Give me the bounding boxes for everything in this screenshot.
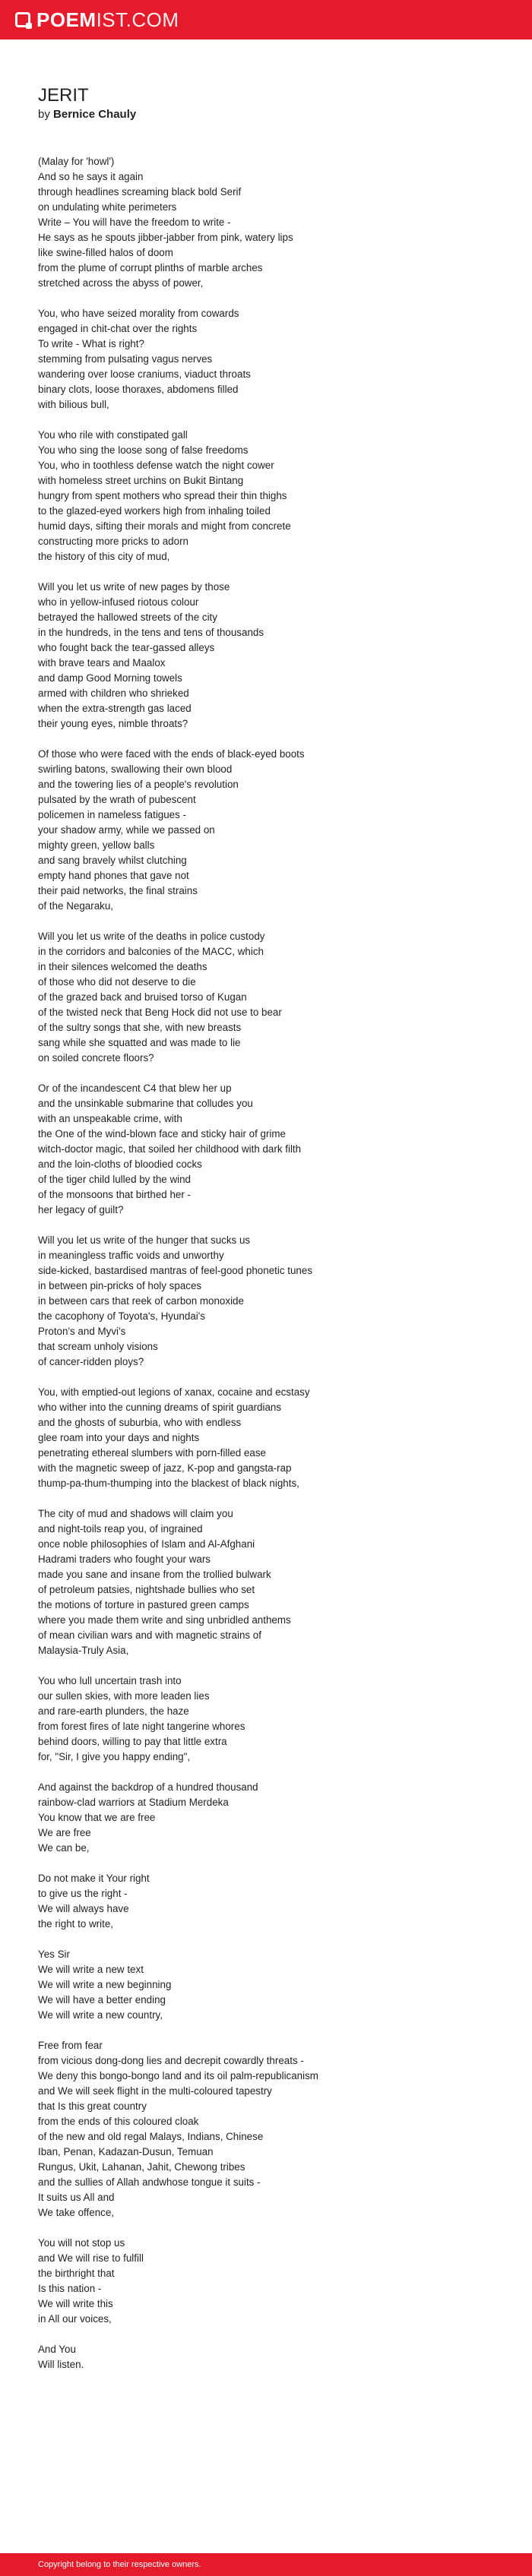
poem-line: and the unsinkable submarine that colludes you — [38, 1098, 253, 1109]
poem-line: in between cars that reek of carbon monoxide — [38, 1295, 244, 1307]
poem-line: and the towering lies of a people's revolution — [38, 779, 239, 790]
poem-line: We take offence, — [38, 2207, 114, 2218]
copyright-notice: Copyright belong to their respective owners. — [38, 2560, 201, 2569]
poem-line: The city of mud and shadows will claim you — [38, 1508, 233, 1519]
poem-line: and the sullies of Allah andwhose tongue it suits - — [38, 2176, 261, 2188]
poem-line: the birthright that — [38, 2268, 115, 2279]
poem-line: It suits us All and — [38, 2192, 115, 2203]
poem-line: with homeless street urchins on Bukit Bintang — [38, 475, 244, 486]
poem-line: rainbow-clad warriors at Stadium Merdeka — [38, 1797, 229, 1808]
poem-stanza — [38, 306, 494, 412]
poem-line: You, with emptied-out legions of xanax, cocaine and ecstasy — [38, 1386, 310, 1398]
poem-stanza — [38, 154, 494, 291]
poem-stanza — [38, 2342, 494, 2372]
poem-line: To write - What is right? — [38, 338, 144, 349]
poem-line: hungry from spent mothers who spread their thin thighs — [38, 490, 287, 501]
logo-text-bold: POEM — [36, 8, 97, 31]
poem-line: who fought back the tear-gassed alleys — [38, 642, 215, 653]
poem-line: through headlines screaming black bold Serif — [38, 186, 242, 198]
poem-line: binary clots, loose thoraxes, abdomens filled — [38, 384, 239, 395]
poem-line: and the loin-cloths of bloodied cocks — [38, 1158, 202, 1170]
poem-line: empty hand phones that gave not — [38, 870, 189, 881]
poem-line: of the sultry songs that she, with new breasts — [38, 1022, 242, 1033]
logo-text-light: IST.COM — [96, 8, 179, 31]
poem-line: and damp Good Morning towels — [38, 672, 182, 684]
poem-stanza — [38, 428, 494, 564]
poem-line: of petroleum patsies, nightshade bullies who set — [38, 1584, 255, 1595]
poem-line: made you sane and insane from the trollied bulwark — [38, 1569, 271, 1580]
poem-stanza — [38, 929, 494, 1066]
poem-line: side-kicked, bastardised mantras of feel-good phonetic tunes — [38, 1265, 313, 1276]
poem-line: wandering over loose craniums, viaduct throats — [38, 368, 251, 380]
poem-line: You who lull uncertain trash into — [38, 1675, 182, 1686]
poem-line: swirling batons, swallowing their own blood — [38, 763, 233, 775]
poem-line: pulsated by the wrath of pubescent — [38, 794, 196, 805]
poem-line: the right to write, — [38, 1918, 113, 1930]
site-logo-link[interactable] — [15, 10, 179, 30]
poem-line: from the ends of this coloured cloak — [38, 2116, 199, 2127]
poem-line: Will you let us write of the hunger that sucks us — [38, 1234, 251, 1246]
poem-line: policemen in nameless fatigues - — [38, 809, 187, 820]
poem-line: like swine-filled halos of doom — [38, 247, 173, 258]
poem-title: JERIT — [38, 85, 89, 106]
poem-line: when the extra-strength gas laced — [38, 703, 192, 714]
poem-line: our sullen skies, with more leaden lies — [38, 1690, 210, 1702]
poem-line: of cancer-ridden ploys? — [38, 1356, 144, 1367]
poem-line: thump-pa-thum-thumping into the blackest of black nights, — [38, 1478, 299, 1489]
poem-line: betrayed the hallowed streets of the city — [38, 612, 217, 623]
poem-body — [38, 154, 494, 2372]
poem-line: of the monsoons that birthed her - — [38, 1189, 191, 1200]
poem-line: stretched across the abyss of power, — [38, 277, 204, 289]
poem-line: of the new and old regal Malays, Indians, Chinese — [38, 2131, 264, 2142]
poem-line: of the Negaraku, — [38, 900, 114, 912]
poem-stanza — [38, 1780, 494, 1856]
poem-line: Rungus, Ukit, Lahanan, Jahit, Chewong tribes — [38, 2161, 245, 2173]
poem-line: in between pin-pricks of holy spaces — [38, 1280, 202, 1291]
poem-line: that scream unholy visions — [38, 1341, 158, 1352]
poem-line: in All our voices, — [38, 2313, 112, 2325]
poem-line: We can be, — [38, 1842, 90, 1854]
poem-line: your shadow army, while we passed on — [38, 824, 215, 836]
poem-line: Is this nation - — [38, 2283, 102, 2294]
poem-line: engaged in chit-chat over the rights — [38, 323, 198, 334]
poem-line: Of those who were faced with the ends of black-eyed boots — [38, 748, 305, 760]
poem-line: Will you let us write of the deaths in police custody — [38, 931, 265, 942]
poem-line: We will write a new beginning — [38, 1979, 172, 1990]
poem-line: (Malay for 'howl') — [38, 156, 115, 167]
poem-line: to give us the right - — [38, 1888, 128, 1899]
poem-line: of those who did not deserve to die — [38, 976, 196, 988]
poem-stanza — [38, 1233, 494, 1370]
poem-line: Malaysia-Truly Asia, — [38, 1645, 129, 1656]
poem-line: for, "Sir, I give you happy ending", — [38, 1751, 191, 1762]
poem-line: Write – You will have the freedom to write - — [38, 217, 231, 228]
poem-line: We are free — [38, 1827, 91, 1838]
poem-line: the history of this city of mud, — [38, 551, 170, 562]
poem-line: Iban, Penan, Kadazan-Dusun, Temuan — [38, 2146, 214, 2157]
poem-line: You know that we are free — [38, 1812, 156, 1823]
poem-line: in the corridors and balconies of the MACC, which — [38, 946, 264, 957]
poem-line: in their silences welcomed the deaths — [38, 961, 207, 972]
poem-line: in meaningless traffic voids and unworthy — [38, 1250, 224, 1261]
poem-line: and We will rise to fulfill — [38, 2252, 144, 2264]
poem-line: penetrating ethereal slumbers with porn-filled ease — [38, 1447, 266, 1459]
poem-line: You, who in toothless defense watch the night cower — [38, 460, 274, 471]
poem-line: once noble philosophies of Islam and Al-Afghani — [38, 1538, 255, 1550]
poem-line: sang while she squatted and was made to lie — [38, 1037, 241, 1048]
poem-line: You who sing the loose song of false freedoms — [38, 444, 249, 456]
poem-line: their young eyes, nimble throats? — [38, 718, 188, 729]
poem-stanza — [38, 747, 494, 914]
poem-line: her legacy of guilt? — [38, 1204, 124, 1215]
poem-line: Free from fear — [38, 2040, 103, 2051]
poem-line: who wither into the cunning dreams of spirit guardians — [38, 1402, 282, 1413]
poem-line: And You — [38, 2344, 76, 2355]
poem-line: Do not make it Your right — [38, 1873, 150, 1884]
poem-byline — [38, 108, 494, 121]
poem-line: where you made them write and sing unbridled anthems — [38, 1614, 291, 1626]
poem-line: Will you let us write of new pages by those — [38, 581, 230, 593]
poem-line: You will not stop us — [38, 2237, 125, 2249]
poem-line: glee roam into your days and nights — [38, 1432, 200, 1443]
poem-line: with an unspeakable crime, with — [38, 1113, 182, 1124]
top-navigation-bar — [0, 0, 532, 40]
poem-line: And against the backdrop of a hundred thousand — [38, 1781, 258, 1793]
poem-line: We will have a better ending — [38, 1994, 166, 2005]
poem-line: He says as he spouts jibber-jabber from pink, watery lips — [38, 232, 293, 243]
poem-line: stemming from pulsating vagus nerves — [38, 353, 213, 365]
poem-line: Proton's and Myvi's — [38, 1326, 126, 1337]
poem-line: humid days, sifting their morals and might from concrete — [38, 520, 291, 532]
poem-line: and We will seek flight in the multi-coloured tapestry — [38, 2085, 272, 2097]
poem-line: with bilious bull, — [38, 399, 109, 410]
site-logo-text — [36, 10, 179, 30]
poem-line: armed with children who shrieked — [38, 687, 189, 699]
poem-line: and sang bravely whilst clutching — [38, 855, 187, 866]
poem-line: We will always have — [38, 1903, 129, 1914]
poem-line: of the grazed back and bruised torso of Kugan — [38, 991, 247, 1003]
poem-line: We will write a new country, — [38, 2009, 163, 2021]
poem-stanza — [38, 580, 494, 732]
poemist-logo-icon — [15, 12, 30, 27]
poem-line: who in yellow-infused riotous colour — [38, 596, 199, 608]
poem-content — [0, 40, 532, 2372]
poem-stanza — [38, 2038, 494, 2220]
poem-line: of the tiger child lulled by the wind — [38, 1174, 191, 1185]
poem-stanza — [38, 1385, 494, 1491]
poem-line: mighty green, yellow balls — [38, 839, 155, 851]
poem-line: We will write a new text — [38, 1964, 144, 1975]
poem-stanza — [38, 1947, 494, 2023]
poem-line: We will write this — [38, 2298, 113, 2309]
footer-bar — [0, 2553, 532, 2576]
poem-line: to the glazed-eyed workers high from inhaling toiled — [38, 505, 271, 517]
poem-line: with the magnetic sweep of jazz, K-pop and gangsta-rap — [38, 1462, 292, 1474]
poem-line: You, who have seized morality from cowards — [38, 308, 239, 319]
poem-stanza — [38, 2236, 494, 2327]
poem-line: and night-toils reap you, of ingrained — [38, 1523, 203, 1535]
poem-line: Will listen. — [38, 2359, 84, 2370]
author-link[interactable]: Bernice Chauly — [53, 108, 137, 121]
poem-line: that Is this great country — [38, 2100, 147, 2112]
poem-line: witch-doctor magic, that soiled her childhood with dark filth — [38, 1143, 302, 1155]
poem-line: in the hundreds, in the tens and tens of thousands — [38, 627, 264, 638]
poem-line: the motions of torture in pastured green camps — [38, 1599, 249, 1610]
poem-line: the cacophony of Toyota's, Hyundai's — [38, 1310, 205, 1322]
poem-line: Or of the incandescent C4 that blew her up — [38, 1083, 232, 1094]
poem-line: on soiled concrete floors? — [38, 1052, 154, 1064]
poem-stanza — [38, 1506, 494, 1658]
poem-line: their paid networks, the final strains — [38, 885, 198, 896]
poem-line: behind doors, willing to pay that little extra — [38, 1736, 227, 1747]
poem-line: You who rile with constipated gall — [38, 429, 188, 441]
poem-line: We deny this bongo-bongo land and its oil palm-republicanism — [38, 2070, 318, 2081]
poem-line: with brave tears and Maalox — [38, 657, 166, 668]
poem-line: And so he says it again — [38, 171, 144, 182]
poem-line: on undulating white perimeters — [38, 201, 177, 213]
poem-stanza — [38, 1081, 494, 1218]
poem-line: the One of the wind-blown face and sticky hair of grime — [38, 1128, 287, 1139]
poem-line: constructing more pricks to adorn — [38, 536, 188, 547]
poem-stanza — [38, 1674, 494, 1765]
poem-line: Hadrami traders who fought your wars — [38, 1554, 211, 1565]
poem-line: and the ghosts of suburbia, who with endless — [38, 1417, 242, 1428]
poem-line: Yes Sir — [38, 1949, 70, 1960]
poem-line: from vicious dong-dong lies and decrepit cowardly threats - — [38, 2055, 304, 2066]
poem-line: from the plume of corrupt plinths of marble arches — [38, 262, 263, 273]
poem-line: from forest fires of late night tangerine whores — [38, 1721, 245, 1732]
poem-line: of the twisted neck that Beng Hock did not use to bear — [38, 1007, 282, 1018]
poem-line: and rare-earth plunders, the haze — [38, 1705, 189, 1717]
poem-stanza — [38, 1871, 494, 1932]
poem-line: of mean civilian wars and with magnetic strains of — [38, 1629, 261, 1641]
by-label: by — [38, 108, 50, 121]
